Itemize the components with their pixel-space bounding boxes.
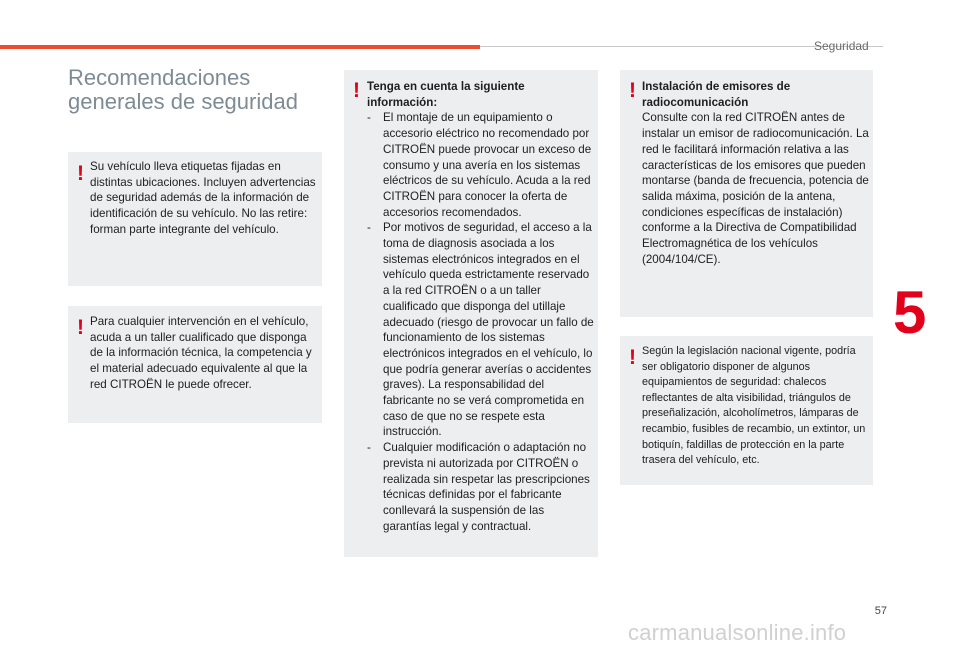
page-title-line-1: Recomendaciones	[68, 65, 251, 90]
exclamation-icon: !	[629, 79, 636, 102]
page-number: 57	[874, 605, 887, 617]
list-dash: -	[367, 441, 371, 455]
chapter-number: 5	[893, 279, 927, 346]
exclamation-icon: !	[77, 162, 84, 185]
warning-box-radio-transmitters	[620, 70, 873, 317]
warning-text: Su vehículo lleva etiquetas fijadas en distintas ubicaciones. Incluyen advertencias de seguridad además de la información de identificación de su vehículo. No las retire: forman parte integrante del vehículo.	[90, 160, 316, 236]
list-item-text: Por motivos de seguridad, el acceso a la toma de diagnosis asociada a los sistemas electrónicos integrados en el vehículo queda estrictamente reservado a la red CITROËN o a un taller cualificado que disponga del utillaje adecuado (riesgo de provocar un fallo de funcionamiento de los sistemas electrónicos integrados en el vehículo, lo que podría generar averías o accidentes graves). La responsabilidad del fabricante no se verá comprometida en caso de que no se respete esta instrucción.	[383, 221, 594, 439]
list-item	[367, 220, 594, 440]
list-item	[367, 110, 594, 220]
warning-text: Para cualquier intervención en el vehículo, acuda a un taller cualificado que disponga de la información técnica, la competencia y el material adecuado equivalente al que la red CITROËN le puede ofrecer.	[90, 315, 312, 391]
warning-lead: Instalación de emisores de radiocomunicación	[642, 80, 791, 109]
warning-lead: Tenga en cuenta la siguiente información:	[367, 80, 525, 109]
watermark: carmanualsonline.info	[628, 620, 847, 645]
page-title	[68, 66, 338, 114]
list-item-text: El montaje de un equipamiento o accesorio eléctrico no recomendado por CITROËN puede provocar un exceso de consumo y una avería en los sistemas eléctricos de su vehículo. Acuda a la red CITROËN para conocer la oferta de accesorios recomendados.	[383, 111, 592, 219]
exclamation-icon: !	[353, 79, 360, 102]
section-title: Seguridad	[814, 39, 869, 53]
list-item-text: Cualquier modificación o adaptación no prevista ni autorizada por CITROËN o realizada sin respetar las prescripciones técnicas definidas por el fabricante conllevará la suspensión de las garantías legal y contractual.	[383, 441, 590, 533]
warning-list	[367, 110, 594, 534]
list-dash: -	[367, 111, 371, 125]
warning-box-labels	[68, 152, 322, 286]
list-item	[367, 440, 594, 534]
warning-box-safety-equipment	[620, 336, 873, 485]
exclamation-icon: !	[629, 346, 636, 369]
warning-box-accessories	[344, 70, 598, 557]
page-title-line-2: generales de seguridad	[68, 89, 298, 114]
header-accent-bar	[0, 45, 480, 49]
exclamation-icon: !	[77, 316, 84, 339]
warning-text: Según la legislación nacional vigente, podría ser obligatorio disponer de algunos equipamientos de seguridad: chalecos reflectantes de alta visibilidad, triángulos de preseñalización, alcoholímetros, lámparas de recambio, fusibles de recambio, un extintor, un botiquín, faldillas de protección en la parte trasera del vehículo, etc.	[642, 345, 866, 467]
warning-box-workshop	[68, 306, 322, 423]
warning-text: Consulte con la red CITROËN antes de instalar un emisor de radiocomunicación. La red le facilitará información relativa a las características de los emisores que pueden montarse (banda de frecuencia, potencia de salida máxima, posición de la antena, condiciones específicas de instalación) conforme a la Directiva de Compatibilidad Electromagnética de los vehículos (2004/104/CE).	[642, 111, 869, 266]
list-dash: -	[367, 221, 371, 235]
